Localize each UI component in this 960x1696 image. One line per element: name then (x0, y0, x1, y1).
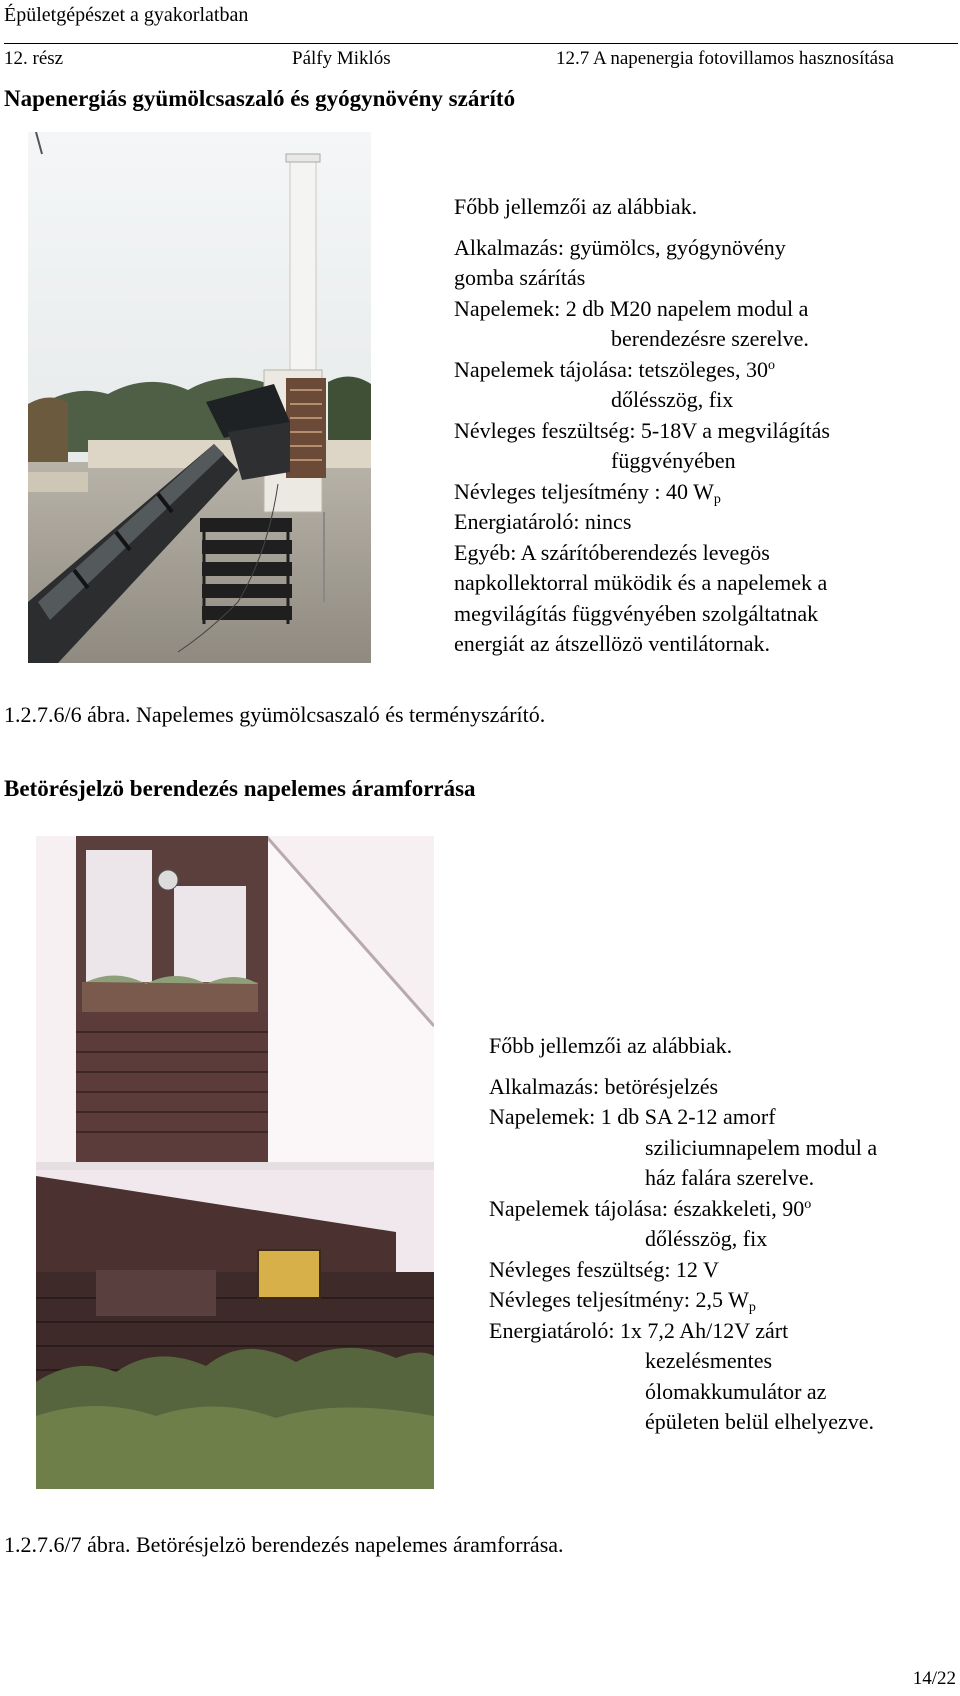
spec-list-dryer (454, 192, 830, 660)
figure-caption-2: 1.2.7.6/7 ábra. Betörésjelzö berendezés napelemes áramforrása. (4, 1532, 564, 1557)
spec-storage-cont-2: ólomakkumulátor az (645, 1378, 827, 1404)
spec-other-cont-2: megvilágítás függvényében szolgáltatnak (454, 600, 819, 626)
spec-application: Alkalmazás: betörésjelzés (489, 1073, 719, 1099)
solar-dryer-illustration (28, 132, 371, 663)
header-divider (4, 43, 958, 44)
spec-power (454, 477, 830, 508)
degree-mark: o (768, 357, 775, 373)
spec-voltage: Névleges feszültség: 5-18V a megvilágítás (454, 417, 830, 443)
spec-orientation (489, 1194, 877, 1225)
spec-voltage-cont: függvényében (611, 448, 736, 473)
figure-caption-1: 1.2.7.6/6 ábra. Napelemes gyümölcsaszaló és terményszárító. (4, 702, 546, 727)
spec-storage: Energiatároló: 1x 7,2 Ah/12V zárt (489, 1317, 789, 1343)
spec-other-cont-3: energiát az átszellözö ventilátornak. (454, 631, 771, 656)
spec-modules-cont: berendezésre szerelve. (611, 326, 809, 351)
header-part: 12. rész (4, 48, 64, 69)
section-title-dryer: Napenergiás gyümölcsaszaló és gyógynövény szárító (4, 86, 516, 111)
spec-other: Egyéb: A szárítóberendezés levegös (454, 539, 770, 565)
header-author: Pálfy Miklós (292, 48, 391, 69)
spec-application: Alkalmazás: gyümölcs, gyógynövény (454, 234, 786, 260)
spec-orientation (454, 355, 830, 386)
degree-mark: o (804, 1196, 812, 1212)
spec-modules-cont-2: ház falára szerelve. (645, 1165, 815, 1190)
document-title: Épületgépészet a gyakorlatban (4, 4, 249, 26)
spec-voltage: Névleges feszültség: 12 V (489, 1256, 719, 1282)
spec-modules-cont-1: sziliciumnapelem modul a (645, 1134, 878, 1160)
spec-list-alarm (489, 1031, 877, 1438)
spec-orientation-cont: dőlésszög, fix (611, 387, 734, 412)
spec-orientation-text: Napelemek tájolása: tetszöleges, 30 (454, 356, 768, 382)
spec-intro: Főbb jellemzői az alábbiak. (489, 1033, 733, 1058)
header-chapter: 12.7 A napenergia fotovillamos hasznosítása (556, 48, 894, 69)
spec-power-text: Névleges teljesítmény : 40 W (454, 478, 714, 504)
power-subscript: p (748, 1300, 756, 1315)
spec-power-text: Névleges teljesítmény: 2,5 W (489, 1287, 749, 1312)
house-wall-illustration (36, 836, 434, 1489)
spec-application-cont: gomba szárítás (454, 265, 586, 290)
power-subscript: p (713, 491, 721, 507)
photo-alarm-house (36, 836, 434, 1489)
spec-storage-cont-1: kezelésmentes (645, 1348, 773, 1373)
spec-orientation-text: Napelemek tájolása: északkeleti, 90 (489, 1195, 805, 1221)
spec-modules: Napelemek: 2 db M20 napelem modul a (454, 295, 809, 321)
photo-solar-dryer (28, 132, 371, 663)
spec-storage-cont-3: épületen belül elhelyezve. (645, 1409, 875, 1434)
spec-other-cont-1: napkollektorral müködik és a napelemek a (454, 570, 828, 595)
spec-intro: Főbb jellemzői az alábbiak. (454, 194, 698, 219)
spec-storage: Energiatároló: nincs (454, 509, 632, 534)
spec-modules: Napelemek: 1 db SA 2-12 amorf (489, 1104, 776, 1129)
spec-power (489, 1285, 877, 1316)
section-title-alarm: Betörésjelzö berendezés napelemes áramforrása (4, 776, 476, 801)
spec-orientation-cont: dőlésszög, fix (645, 1226, 768, 1251)
page-number: 14/22 (912, 1668, 956, 1689)
